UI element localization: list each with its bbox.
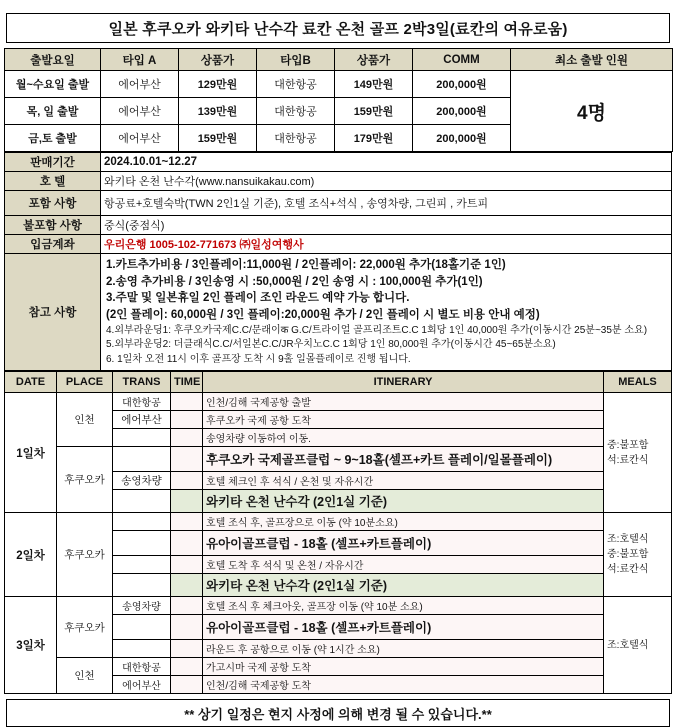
row-day-0: 월~수요일 출발 bbox=[5, 71, 101, 98]
day2-time-0 bbox=[171, 513, 203, 531]
col-header-min-pax: 최소 출발 인원 bbox=[511, 49, 673, 71]
footer-note: ** 상기 일정은 현지 사정에 의해 변경 될 수 있습니다.** bbox=[6, 699, 670, 727]
day1-text-2: 송영차량 이동하여 이동. bbox=[203, 429, 604, 447]
day1-trans-3 bbox=[113, 447, 171, 472]
note-line-0: 1.카트추가비용 / 3인플레이:11,000원 / 2인플레이: 22,000원 추가(18홀기준 1인) bbox=[106, 259, 506, 271]
day1-meal-1: 석:료칸식 bbox=[607, 454, 649, 466]
day2-meals bbox=[604, 513, 672, 597]
min-pax-value: 4명 bbox=[511, 71, 673, 152]
info-value-account: 우리은행 1005-102-771673 ㈜일성여행사 bbox=[101, 235, 672, 254]
day3-text-0: 호텔 조식 후 체크아웃, 골프장 이동 (약 10분 소요) bbox=[203, 597, 604, 615]
day3-time-0 bbox=[171, 597, 203, 615]
day2-place-fukuoka: 후쿠오카 bbox=[57, 513, 113, 597]
day3-place-fukuoka: 후쿠오카 bbox=[57, 597, 113, 658]
info-row-notes bbox=[5, 254, 672, 371]
itinerary-row bbox=[5, 658, 672, 676]
page-title: 일본 후쿠오카 와키타 난수각 료칸 온천 골프 2박3일(료칸의 여유로움) bbox=[6, 13, 670, 43]
itinerary-header-row bbox=[5, 372, 672, 393]
day-label-1: 1일차 bbox=[5, 393, 57, 513]
itinerary-row bbox=[5, 447, 672, 472]
itinerary-table bbox=[4, 371, 672, 694]
day3-trans-3: 대한항공 bbox=[113, 658, 171, 676]
itin-col-time: TIME bbox=[171, 372, 203, 393]
day2-trans-1 bbox=[113, 531, 171, 556]
info-label-included: 포함 사항 bbox=[5, 191, 101, 216]
day2-meal-1: 중:불포함 bbox=[607, 549, 649, 561]
day1-text-0: 인천/김해 국제공항 출발 bbox=[203, 393, 604, 411]
itinerary-row bbox=[5, 597, 672, 615]
info-label-sale-period: 판매기간 bbox=[5, 153, 101, 172]
row-comm-2: 200,000원 bbox=[413, 125, 511, 152]
day2-trans-3 bbox=[113, 574, 171, 597]
itin-col-itinerary: ITINERARY bbox=[203, 372, 604, 393]
top-fragment bbox=[4, 0, 672, 7]
day2-text-3: 와키타 온천 난수각 (2인1실 기준) bbox=[203, 574, 604, 597]
info-table bbox=[4, 152, 672, 371]
row-typea-0: 에어부산 bbox=[101, 71, 179, 98]
day1-text-1: 후쿠오카 국제 공항 도착 bbox=[203, 411, 604, 429]
row-pricea-0: 129만원 bbox=[179, 71, 257, 98]
row-typeb-0: 대한항공 bbox=[257, 71, 335, 98]
day2-meal-0: 조:호텔식 bbox=[607, 534, 649, 546]
day3-time-4 bbox=[171, 676, 203, 694]
row-day-1: 목, 일 출발 bbox=[5, 98, 101, 125]
note-line-1: 2.송영 추가비용 / 3인송영 시 :50,000원 / 2인 송영 시 : 100,000원 추가(1인) bbox=[106, 275, 483, 288]
day3-text-2: 라운드 후 공항으로 이동 (약 1시간 소요) bbox=[203, 640, 604, 658]
note-line-6: 6. 1일차 오전 11시 이후 골프장 도착 시 9홀 일몰플레이로 진행 됩니다. bbox=[106, 353, 411, 365]
day2-trans-2 bbox=[113, 556, 171, 574]
info-row-sale-period bbox=[5, 153, 672, 172]
row-typeb-2: 대한항공 bbox=[257, 125, 335, 152]
note-line-3: (2인 플레이: 60,000원 / 3인 플레이:20,000원 추가 / 2인 플레이 시 별도 비용 안내 예정) bbox=[106, 309, 540, 322]
info-value-hotel: 와키타 온천 난수각(www.nansuikakau.com) bbox=[101, 172, 672, 191]
day1-trans-0: 대한항공 bbox=[113, 393, 171, 411]
row-pricea-1: 139만원 bbox=[179, 98, 257, 125]
itin-col-meals: MEALS bbox=[604, 372, 672, 393]
itin-col-place: PLACE bbox=[57, 372, 113, 393]
day1-trans-4: 송영차량 bbox=[113, 472, 171, 490]
note-line-4: 4.외부라운딩1: 후쿠오카국제C.C/문래이क G.C/트라이얼 골프리조트C.C 1회당 1인 40,000원 추가(이동시간 25분~35분 소요) bbox=[106, 324, 648, 336]
day3-trans-2 bbox=[113, 640, 171, 658]
day1-time-3 bbox=[171, 447, 203, 472]
day2-meal-2: 석:료칸식 bbox=[607, 564, 649, 576]
info-label-hotel: 호 텔 bbox=[5, 172, 101, 191]
day3-text-4: 인천/김해 국제공항 도착 bbox=[203, 676, 604, 694]
itinerary-row bbox=[5, 393, 672, 411]
info-row-included bbox=[5, 191, 672, 216]
price-table bbox=[4, 48, 673, 152]
day1-time-4 bbox=[171, 472, 203, 490]
day3-trans-0: 송영차량 bbox=[113, 597, 171, 615]
day3-meals bbox=[604, 597, 672, 694]
row-priceb-1: 159만원 bbox=[335, 98, 413, 125]
info-label-account: 입금계좌 bbox=[5, 235, 101, 254]
day1-place-fukuoka: 후쿠오카 bbox=[57, 447, 113, 513]
info-value-sale-period: 2024.10.01~12.27 bbox=[101, 153, 672, 172]
day2-time-1 bbox=[171, 531, 203, 556]
day1-text-4: 호텔 체크인 후 석식 / 온천 및 자유시간 bbox=[203, 472, 604, 490]
col-header-price-b: 상품가 bbox=[335, 49, 413, 71]
info-value-excluded: 중식(중점식) bbox=[101, 216, 672, 235]
day1-text-3: 후쿠오카 국제골프클럽 ~ 9~18홀(셀프+카트 플레이/일몰플레이) bbox=[203, 447, 604, 472]
day3-trans-4: 에어부산 bbox=[113, 676, 171, 694]
day1-meals bbox=[604, 393, 672, 513]
itin-col-trans: TRANS bbox=[113, 372, 171, 393]
day3-meal-0: 조:호텔식 bbox=[607, 639, 649, 651]
info-row-hotel bbox=[5, 172, 672, 191]
info-value-notes bbox=[101, 254, 672, 371]
col-header-type-b: 타입B bbox=[257, 49, 335, 71]
row-typea-2: 에어부산 bbox=[101, 125, 179, 152]
note-line-5: 5.외부라운딩2: 더클래식C.C/서일본C.C/JR우치노C.C 1회당 1인 80,000원 추가(이동시간 45~65분소요) bbox=[106, 339, 556, 351]
day1-time-1 bbox=[171, 411, 203, 429]
row-pricea-2: 159만원 bbox=[179, 125, 257, 152]
day2-time-3 bbox=[171, 574, 203, 597]
row-comm-0: 200,000원 bbox=[413, 71, 511, 98]
col-header-price-a: 상품가 bbox=[179, 49, 257, 71]
col-header-comm: COMM bbox=[413, 49, 511, 71]
day-label-3: 3일차 bbox=[5, 597, 57, 694]
day1-time-5 bbox=[171, 490, 203, 513]
day2-text-0: 호텔 조식 후, 골프장으로 이동 (약 10분소요) bbox=[203, 513, 604, 531]
day1-meal-0: 중:불포함 bbox=[607, 439, 649, 451]
itin-col-date: DATE bbox=[5, 372, 57, 393]
day3-text-3: 가고시마 국제 공항 도착 bbox=[203, 658, 604, 676]
row-day-2: 금,토 출발 bbox=[5, 125, 101, 152]
day2-time-2 bbox=[171, 556, 203, 574]
row-comm-1: 200,000원 bbox=[413, 98, 511, 125]
day3-time-2 bbox=[171, 640, 203, 658]
row-typea-1: 에어부산 bbox=[101, 98, 179, 125]
col-header-type-a: 타입 A bbox=[101, 49, 179, 71]
info-value-included: 항공료+호텔숙박(TWN 2인1실 기준), 호텔 조식+석식 , 송영차량, 그린피 , 카트피 bbox=[101, 191, 672, 216]
info-label-notes: 참고 사항 bbox=[5, 254, 101, 371]
row-priceb-0: 149만원 bbox=[335, 71, 413, 98]
row-typeb-1: 대한항공 bbox=[257, 98, 335, 125]
day-label-2: 2일차 bbox=[5, 513, 57, 597]
day1-trans-5 bbox=[113, 490, 171, 513]
info-row-excluded bbox=[5, 216, 672, 235]
day1-text-5: 와키타 온천 난수각 (2인1실 기준) bbox=[203, 490, 604, 513]
info-label-excluded: 불포함 사항 bbox=[5, 216, 101, 235]
day2-trans-0 bbox=[113, 513, 171, 531]
col-header-day: 출발요일 bbox=[5, 49, 101, 71]
day3-trans-1 bbox=[113, 615, 171, 640]
row-priceb-2: 179만원 bbox=[335, 125, 413, 152]
day1-trans-2 bbox=[113, 429, 171, 447]
day1-time-2 bbox=[171, 429, 203, 447]
day3-time-3 bbox=[171, 658, 203, 676]
day3-time-1 bbox=[171, 615, 203, 640]
day2-text-1: 유아이골프클럽 - 18홀 (셀프+카트플레이) bbox=[203, 531, 604, 556]
note-line-2: 3.주말 및 일본휴일 2인 플레이 조인 라운드 예약 가능 합니다. bbox=[106, 292, 410, 305]
itinerary-row bbox=[5, 513, 672, 531]
day3-place-incheon: 인천 bbox=[57, 658, 113, 694]
price-table-header-row bbox=[5, 49, 673, 71]
day1-time-0 bbox=[171, 393, 203, 411]
info-row-account bbox=[5, 235, 672, 254]
day1-trans-1: 에어부산 bbox=[113, 411, 171, 429]
day2-text-2: 호텔 도착 후 석식 및 온천 / 자유시간 bbox=[203, 556, 604, 574]
day1-place-incheon: 인천 bbox=[57, 393, 113, 447]
table-row bbox=[5, 71, 673, 98]
day3-text-1: 유아이골프클럽 - 18홀 (셀프+카트플레이) bbox=[203, 615, 604, 640]
